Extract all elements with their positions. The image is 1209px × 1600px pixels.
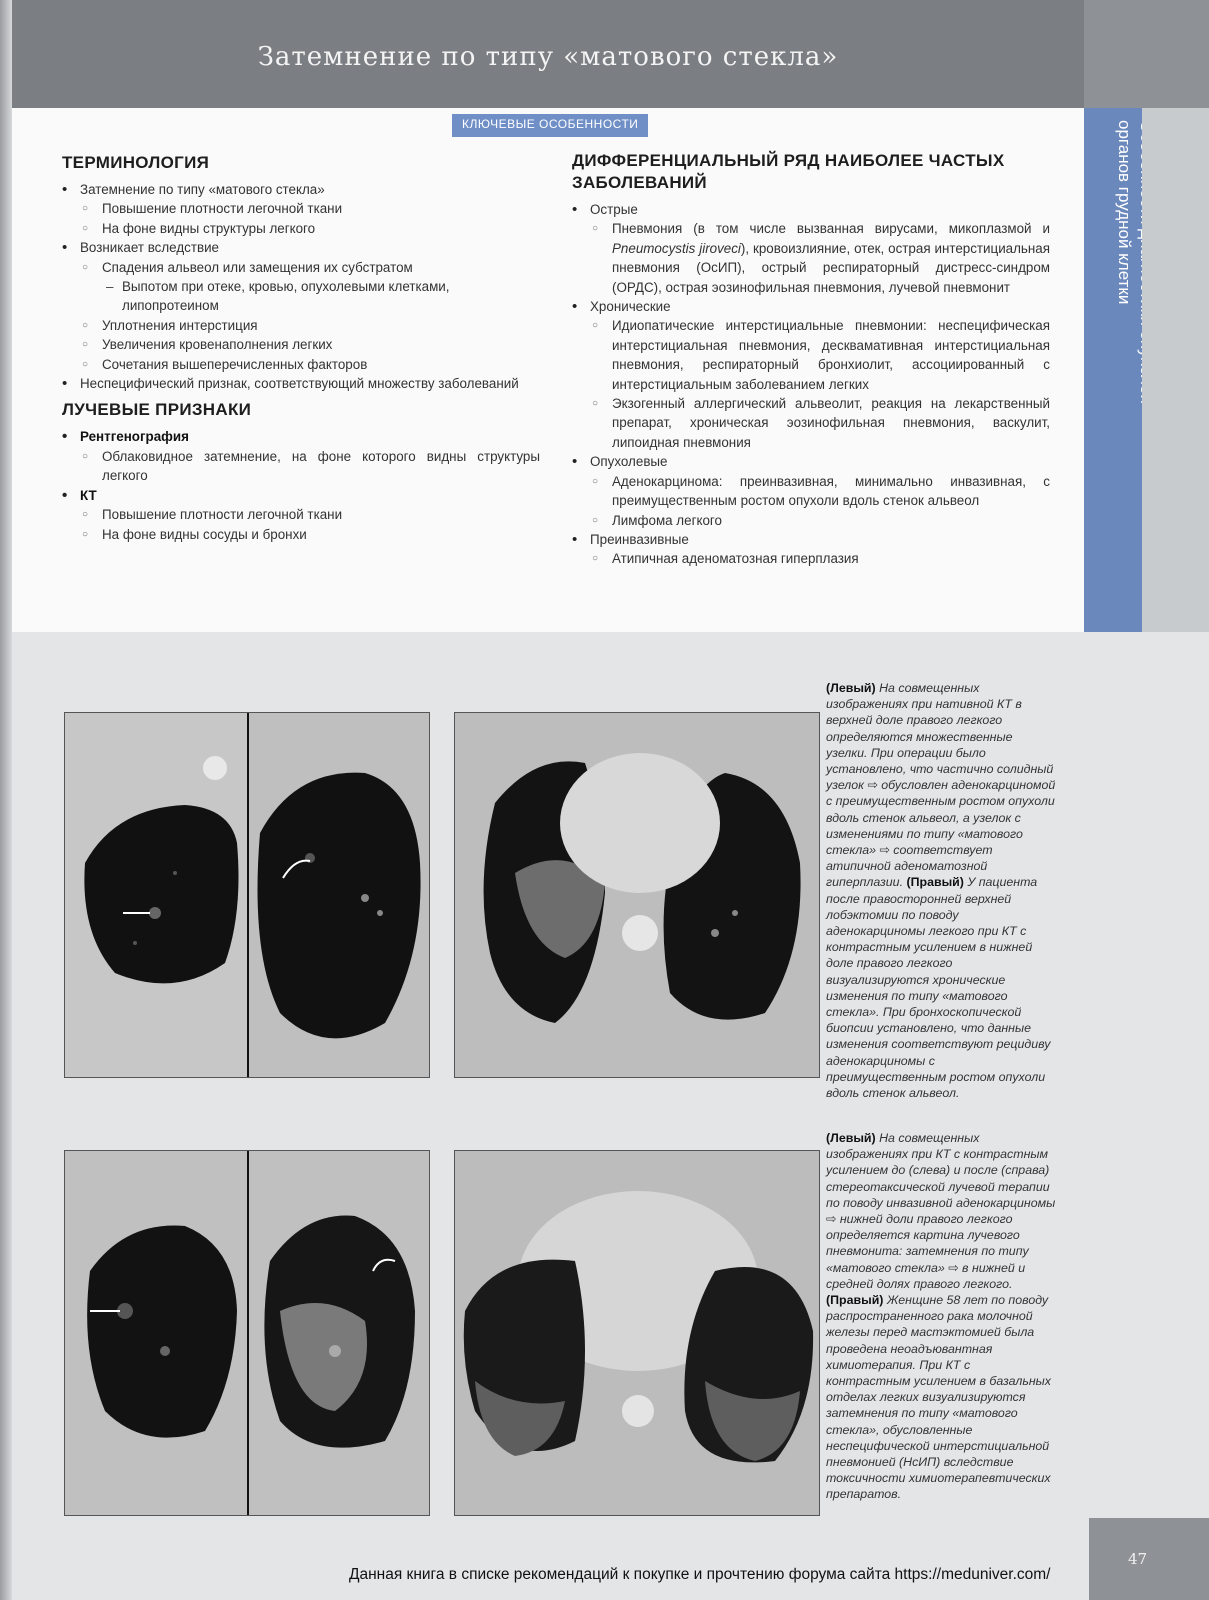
list-item: [572, 219, 1050, 297]
ct-scan-graphic: [455, 1151, 820, 1516]
list-item: • Возникает вследствие: [62, 238, 540, 257]
list-item: ○ Повышение плотности легочной ткани: [62, 199, 540, 218]
chapter-side-tab-label: органов грудной клетки: [1115, 120, 1134, 305]
text-run: Пневмония (в том числе вызванная вирусами, микоплазмой и: [612, 221, 1050, 237]
ct-scan-graphic: [455, 713, 820, 1078]
terminology-heading: ТЕРМИНОЛОГИЯ: [62, 153, 210, 172]
caption-label: (Левый): [826, 1131, 876, 1145]
list-item: ○ На фоне видны структуры легкого: [62, 219, 540, 238]
list-item: • Опухолевые: [572, 452, 1050, 471]
ct-image-1-right: [454, 712, 820, 1078]
list-item: • Острые: [572, 200, 1050, 219]
caption-label: (Левый): [826, 681, 876, 695]
chapter-side-tab: [1084, 108, 1142, 632]
page-title: Затемнение по типу «матового стекла»: [257, 42, 839, 72]
key-features-badge: КЛЮЧЕВЫЕ ОСОБЕННОСТИ: [452, 114, 648, 137]
ct-image-2-right: [454, 1150, 820, 1516]
list-item: ○ Экзогенный аллергический альвеолит, реакция на лекарственный препарат, хроническая эозинофильная пневмония, васкулит, липоидная пневмония: [572, 394, 1050, 452]
list-item: • Неспецифический признак, соответствующий множеству заболеваний: [62, 374, 540, 393]
header-band-right: [1084, 0, 1209, 108]
ct-image-1-left: [64, 712, 430, 1078]
ct-image-2-left: [64, 1150, 430, 1516]
footer-note: Данная книга в списке рекомендаций к покупке и прочтению форума сайта https://meduniver.com/: [349, 1566, 1051, 1583]
list-item: ○ На фоне видны сосуды и бронхи: [62, 525, 540, 544]
figure-1-caption: [826, 680, 1056, 1101]
list-item: • КТ: [62, 486, 540, 505]
list-item: • Затемнение по типу «матового стекла»: [62, 180, 540, 199]
list-item: ○ Увеличения кровенаполнения легких: [62, 335, 540, 354]
list-item: • Хронические: [572, 297, 1050, 316]
page-number-box: [1089, 1518, 1209, 1600]
caption-label: (Правый): [826, 1293, 884, 1308]
text-run: ), кровоизлияние, отек, острая интерстициальная пневмония (ОсИП), острый респираторный дистресс-синдром (ОРДС), острая эозинофильная пневмония, лучевой пневмонит: [612, 240, 1050, 295]
list-item: ○ Повышение плотности легочной ткани: [62, 505, 540, 524]
right-margin-strip: [1142, 108, 1209, 632]
list-item: ○ Спадения альвеол или замещения их субстратом: [62, 258, 540, 277]
ct-scan-graphic: [65, 713, 430, 1078]
left-column: [62, 152, 540, 544]
right-column: [572, 150, 1050, 569]
radiology-heading: ЛУЧЕВЫЕ ПРИЗНАКИ: [62, 400, 252, 420]
list-item: ○ Атипичная аденоматозная гиперплазия: [572, 549, 1050, 568]
list-item: ○ Уплотнения интерстиция: [62, 316, 540, 335]
caption-label: (Правый): [906, 875, 964, 890]
list-item: ○ Сочетания вышеперечисленных факторов: [62, 355, 540, 374]
list-item: ○ Идиопатические интерстициальные пневмонии: неспецифическая интерстициальная пневмония, десквамативная интерстициальная пневмония, респираторный бронхиолит, ассоциированный с интерстициальным заболеванием легких: [572, 316, 1050, 394]
list-item: • Преинвазивные: [572, 530, 1050, 549]
list-item: ○ Лимфома легкого: [572, 511, 1050, 530]
ct-scan-graphic: [65, 1151, 430, 1516]
caption-text: У пациента после правосторонней верхней лобэктомии по поводу аденокарциномы легкого при КТ с контрастным усилением в нижней доле правого легкого визуализируются хронические изменения по типу «матового стекла». При бронхоскопической биопсии установлено, что данные изменения соответствуют рецидиву аденокарциномы с преимущественным ростом опухоли вдоль стенок альвеол.: [826, 875, 1051, 1101]
list-item: ○ Облаковидное затемнение, на фоне которого видны структуры легкого: [62, 447, 540, 486]
list-item: – Выпотом при отеке, кровью, опухолевыми клетками, липопротеином: [62, 277, 540, 316]
caption-text: На совмещенных изображениях при КТ с контрастным усилением до (слева) и после (справа) стереотаксической лучевой терапии по поводу инвазивной аденокарциномы ⇨ нижней доли правого легкого определяется картина лучевого пневмонита: затемнения по типу «матового стекла» ⇨ в нижней и средней долях правого легкого.: [826, 1131, 1056, 1291]
caption-text: Женщине 58 лет по поводу распространенного рака молочной железы перед мастэктомией была проведена неоадъювантная химиотерапия. При КТ с контрастным усилением в базальных отделах легких визуализируются затемнения по типу «матового стекла», обусловленные неспецифической интерстициальной пневмонией (НсИП) вследствие токсичности химиотерапевтических препаратов.: [826, 1293, 1051, 1502]
page-number: 47: [1128, 1550, 1148, 1568]
differential-heading: ДИФФЕРЕНЦИАЛЬНЫЙ РЯД НАИБОЛЕЕ ЧАСТЫХ ЗАБОЛЕВАНИЙ: [572, 151, 1005, 192]
book-spine: [0, 0, 12, 1600]
list-item: • Рентгенография: [62, 427, 540, 446]
caption-text: На совмещенных изображениях при нативной КТ в верхней доле правого легкого определяются множественные узелки. При операции было установлено, что частично солидный узелок ⇨ обусловлен аденокарциномой с преимущественным ростом опухоли вдоль стенок альвеол, а узелок с изменениями по типу «матового стекла» ⇨ соответствует атипичной аденоматозной гиперплазии.: [826, 681, 1056, 890]
italic-term: Pneumocystis jiroveci: [612, 240, 741, 256]
header-band: [12, 0, 1084, 108]
figure-2-caption: [826, 1130, 1056, 1503]
list-item: ○ Аденокарцинома: преинвазивная, минимально инвазивная, с преимущественным ростом опухоли вдоль стенок альвеол: [572, 472, 1050, 511]
